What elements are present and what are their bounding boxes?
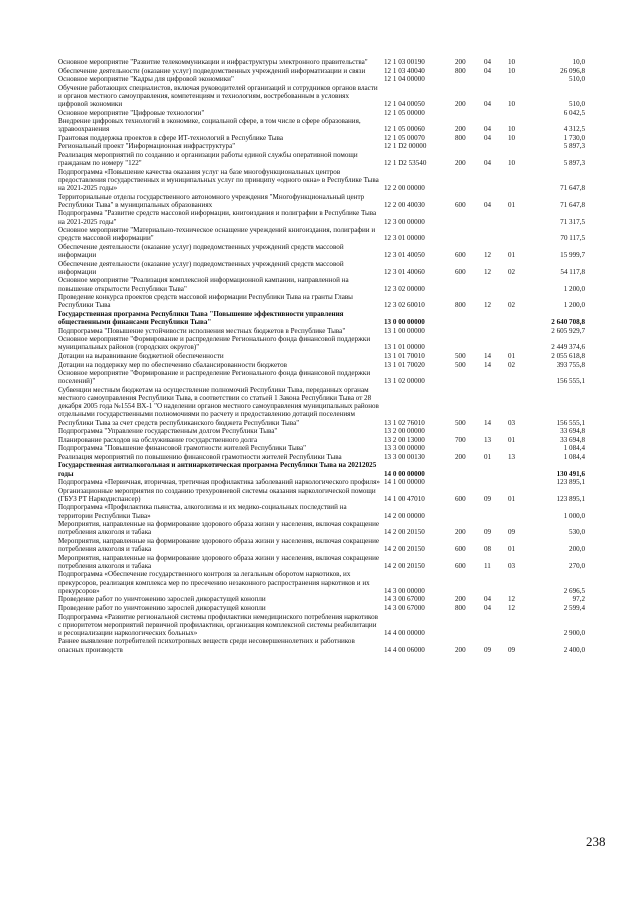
row-code: 13 1 02 00000: [384, 377, 425, 386]
row-amount: 97,2: [572, 595, 585, 604]
page-number: 238: [586, 834, 606, 849]
row-section: 01: [484, 452, 492, 461]
row-amount: 123 895,1: [556, 494, 585, 503]
row-section: 04: [484, 58, 492, 66]
row-expense-type: 700: [455, 435, 466, 444]
row-amount: 156 555,1: [556, 418, 585, 427]
row-name: Проведение работ по уничтожению зарослей дикорастущей конопли: [58, 595, 266, 604]
row-section: 04: [484, 159, 492, 168]
row-expense-type: 200: [455, 159, 466, 168]
row-name: Основное мероприятие "Кадры для цифровой экономики": [58, 75, 234, 84]
row-name: Грантовая поддержка проектов в сфере ИТ-технологий в Республике Тыва: [58, 133, 284, 142]
row-subsection: 12: [508, 595, 516, 604]
row-name: Подпрограмма "Повышение устойчивости исполнения местных бюджетов в Республике Тыва": [58, 326, 346, 335]
row-expense-type: 600: [455, 561, 466, 570]
row-name: Основное мероприятие "Материально-техническое оснащение учреждений книгоиздания, полиграфии и средств массовой информации": [58, 226, 376, 243]
row-section: 12: [484, 251, 492, 260]
row-code: 13 1 01 70020: [384, 360, 425, 369]
row-section: 09: [484, 528, 492, 537]
row-code: 14 2 00 20150: [384, 545, 425, 554]
row-amount: 2 605 929,7: [551, 326, 585, 335]
row-subsection: 10: [508, 159, 516, 168]
row-subsection: 12: [508, 603, 516, 612]
row-name: Дотации на поддержку мер по обеспечению сбалансированности бюджетов: [58, 360, 288, 369]
row-subsection: 09: [508, 645, 516, 654]
row-name: Основное мероприятие "Формирование и распределение Регионального фонда финансовой поддержки муниципальных районов (городских округов)": [58, 335, 371, 352]
row-amount: 1 200,0: [563, 284, 585, 293]
row-name: Подпрограмма "Управление государственным долгом Республики Тыва": [58, 427, 278, 436]
row-subsection: 02: [508, 301, 516, 310]
row-subsection: 10: [508, 58, 516, 66]
row-section: 12: [484, 267, 492, 276]
row-code: 12 1 04 00000: [384, 75, 425, 84]
row-name: Подпрограмма «Обеспечение государственного контроля за легальным оборотом наркотиков, их прекурсоров, реализация комплекса мер по пресечению незаконного распространения наркотиков и их прекурсоров»: [58, 570, 370, 595]
row-section: 09: [484, 494, 492, 503]
row-section: 04: [484, 66, 492, 75]
row-code: 12 3 02 60010: [384, 301, 425, 310]
row-amount: 10,0: [572, 58, 585, 66]
row-expense-type: 600: [455, 545, 466, 554]
row-code: 13 1 01 70010: [384, 352, 425, 360]
row-name: Государственная программа Республики Тыва "Повышение эффективности управления общественными финансами Республики Тыва": [58, 309, 344, 327]
row-code: 14 1 00 00000: [384, 478, 425, 487]
row-code: 13 2 00 13000: [384, 435, 425, 444]
row-name: Реализация мероприятий по созданию и организации работы единой службы оперативной помощи гражданам по номеру "122": [58, 151, 358, 168]
row-section: 13: [484, 435, 492, 444]
row-amount: 33 694,8: [560, 435, 585, 444]
row-code: 14 3 00 67000: [384, 595, 425, 604]
row-subsection: 13: [508, 452, 516, 461]
row-expense-type: 600: [455, 251, 466, 260]
row-code: 14 3 00 67000: [384, 603, 425, 612]
row-amount: 54 117,8: [560, 267, 585, 276]
row-expense-type: 500: [455, 418, 466, 427]
row-expense-type: 500: [455, 352, 466, 360]
row-amount: 71 647,8: [560, 200, 585, 209]
row-code: 12 3 01 00000: [384, 234, 425, 243]
row-code: 14 1 00 47010: [384, 494, 425, 503]
row-name: Подпрограмма «Развитие региональной системы профилактики немедицинского потребления наркотиков с приоритетом мероприятий первичной профилактики, организация комплексной системы реабилитации и ресоциализации наркологических больных»: [58, 612, 378, 637]
row-section: 04: [484, 200, 492, 209]
row-name: Мероприятия, направленные на формирование здорового образа жизни у населения, включая сокращение потребления алкоголя и табака: [58, 553, 380, 570]
row-amount: 270,0: [569, 561, 585, 570]
row-amount: 2 400,0: [563, 645, 585, 654]
row-amount: 510,0: [569, 75, 585, 84]
row-expense-type: 800: [455, 133, 466, 142]
row-amount: 2 640 708,8: [551, 318, 585, 327]
row-section: 14: [484, 352, 492, 360]
row-section: 04: [484, 603, 492, 612]
row-amount: 2 696,5: [563, 586, 585, 595]
row-code: 12 1 05 00070: [384, 133, 425, 142]
row-name: Подпрограмма "Развитие средств массовой информации, книгоиздания и полиграфии в Республике Тыва на 2021-2025 годы": [58, 209, 377, 226]
row-code: 12 1 05 00000: [384, 108, 425, 117]
row-name: Реализация мероприятий по повышению финансовой грамотности жителей Республики Тыва: [58, 452, 342, 461]
row-expense-type: 500: [455, 360, 466, 369]
row-code: 14 2 00 00000: [384, 511, 425, 520]
row-amount: 26 096,8: [560, 66, 585, 75]
row-code: 12 1 D2 53540: [384, 159, 427, 168]
row-name: Территориальные отделы государственного автономного учреждения "Многофункциональный центр Республики Тыва" в муниципальных образованиях: [58, 192, 365, 209]
row-code: 12 3 01 40050: [384, 251, 425, 260]
row-amount: 15 999,7: [560, 251, 585, 260]
row-code: 13 0 00 00000: [384, 318, 425, 327]
row-name: Подпрограмма "Повышение финансовой грамотности жителей Республики Тыва": [58, 444, 307, 453]
row-amount: 70 117,5: [560, 234, 585, 243]
row-expense-type: 800: [455, 66, 466, 75]
row-expense-type: 800: [455, 603, 466, 612]
row-subsection: 09: [508, 528, 516, 537]
row-amount: 200,0: [569, 545, 585, 554]
row-code: 14 4 00 06000: [384, 645, 425, 654]
row-subsection: 01: [508, 200, 516, 209]
row-name: Подпрограмма «Повышение качества оказания услуг на базе многофункциональных центров предоставления государственных и муниципальных услуг по принципу «одного окна» в Республике Тыва на 2021-2025 годы»: [58, 167, 379, 193]
row-code: 12 3 01 40060: [384, 267, 425, 276]
row-amount: 71 317,5: [560, 217, 585, 226]
row-amount: 1 730,0: [563, 133, 585, 142]
row-name: Субвенции местным бюджетам на осуществление полномочий Республики Тыва, переданных органам местного самоуправления Республики Тыва, в соответствии со статьей 1 Закона Республики Тыва от 28 декабря 2005 года №1554 ВХ-1 "О наделении органов местного самоуправления муниципальных районов отдельными государственными полномочиями по расчету и предоставлению дотаций поселениям Республики Тыва за счет средств республиканского бюджета Республики Тыва": [58, 385, 379, 427]
row-section: 14: [484, 360, 492, 369]
row-subsection: 10: [508, 125, 516, 134]
row-section: 04: [484, 133, 492, 142]
row-code: 12 2 00 40030: [384, 200, 425, 209]
row-amount: 33 694,8: [560, 427, 585, 436]
row-subsection: 10: [508, 133, 516, 142]
row-code: 12 3 02 00000: [384, 284, 425, 293]
row-name: Мероприятия, направленные на формирование здорового образа жизни у населения, включая сокращение потребления алкоголя и табака: [58, 520, 380, 537]
row-name: Проведение работ по уничтожению зарослей дикорастущей конопли: [58, 603, 266, 612]
row-name: Проведение конкурса проектов средств массовой информации Республики Тыва на гранты Главы Республики Тыва: [58, 293, 353, 310]
row-name: Основное мероприятие "Цифровые технологии": [58, 108, 205, 117]
row-code: 13 1 02 76010: [384, 418, 425, 427]
row-code: 13 1 01 00000: [384, 343, 425, 352]
row-expense-type: 600: [455, 200, 466, 209]
row-code: 12 2 00 00000: [384, 184, 425, 193]
row-amount: 2 449 374,6: [551, 343, 585, 352]
row-amount: 2 055 618,8: [551, 352, 585, 360]
row-expense-type: 200: [455, 452, 466, 461]
row-name: Основное мероприятие "Реализация комплексной информационной кампании, направленной на повышение открытости Республики Тыва": [58, 276, 349, 293]
row-amount: 1 084,4: [563, 444, 585, 453]
row-name: Обучение работающих специалистов, включая руководителей организаций и сотрудников органов власти и органов местного самоуправления, компетенциям и технологиям, востребованным в условиях цифровой экономики: [58, 83, 378, 109]
row-amount: 1 084,4: [563, 452, 585, 461]
row-code: 12 1 03 00190: [384, 58, 425, 66]
row-code: 13 1 00 00000: [384, 326, 425, 335]
row-expense-type: 800: [455, 301, 466, 310]
row-code: 14 2 00 20150: [384, 561, 425, 570]
row-code: 14 2 00 20150: [384, 528, 425, 537]
row-name: Подпрограмма «Первичная, вторичная, третичная профилактика заболеваний наркологического профиля»: [58, 478, 380, 487]
row-expense-type: 200: [455, 100, 466, 109]
row-amount: 2 900,0: [563, 628, 585, 637]
row-subsection: 01: [508, 352, 516, 360]
row-amount: 530,0: [569, 528, 585, 537]
row-name: Обеспечение деятельности (оказание услуг) подведомственных учреждений информатизации и связи: [58, 66, 366, 75]
row-section: 04: [484, 100, 492, 109]
row-name: Обеспечение деятельности (оказание услуг) подведомственных учреждений средств массовой информации: [58, 242, 344, 260]
row-code: 12 3 00 00000: [384, 217, 425, 226]
row-name: Мероприятия, направленные на формирование здорового образа жизни у населения, включая сокращение потребления алкоголя и табака: [58, 536, 380, 554]
row-amount: 156 555,1: [556, 377, 585, 386]
row-expense-type: 200: [455, 125, 466, 134]
row-amount: 1 000,0: [563, 511, 585, 520]
row-amount: 130 491,6: [556, 469, 585, 478]
row-code: 13 3 00 00000: [384, 444, 425, 453]
row-expense-type: 200: [455, 595, 466, 604]
row-section: 12: [484, 301, 492, 310]
row-name: Планирование расходов на обслуживание государственного долга: [58, 435, 258, 444]
row-amount: 4 312,5: [563, 125, 585, 134]
row-expense-type: 200: [455, 645, 466, 654]
row-subsection: 10: [508, 66, 516, 75]
row-section: 08: [484, 545, 492, 554]
row-code: 12 1 D2 00000: [384, 142, 427, 151]
row-subsection: 01: [508, 435, 516, 444]
row-section: 04: [484, 595, 492, 604]
row-name: Основное мероприятие "Развитие телекоммуникации и инфраструктуры электронного правительства": [58, 58, 368, 66]
row-expense-type: 600: [455, 494, 466, 503]
row-amount: 2 599,4: [563, 603, 585, 612]
row-code: 14 0 00 00000: [384, 469, 425, 478]
row-amount: 393 755,8: [556, 360, 585, 369]
row-code: 13 3 00 00130: [384, 452, 425, 461]
row-name: Дотации на выравнивание бюджетной обеспеченности: [58, 352, 224, 360]
row-subsection: 01: [508, 545, 516, 554]
row-expense-type: 200: [455, 528, 466, 537]
row-name: Региональный проект "Информационная инфраструктура": [58, 142, 236, 151]
row-code: 12 1 05 00060: [384, 125, 425, 134]
row-code: 12 1 04 00050: [384, 100, 425, 109]
row-code: 13 2 00 00000: [384, 427, 425, 436]
row-code: 12 1 03 40040: [384, 66, 425, 75]
row-name: Организационные мероприятия по созданию трехуровневой системы оказания наркологической помощи (ГБУЗ РТ Наркодиспансер): [58, 486, 376, 503]
row-section: 04: [484, 125, 492, 134]
row-section: 14: [484, 418, 492, 427]
row-amount: 5 897,3: [563, 159, 585, 168]
row-section: 11: [484, 561, 491, 570]
row-amount: 6 042,5: [563, 108, 585, 117]
row-name: Государственная антиалкогольная и антинаркотическая программа Республики Тыва на 20212025 годы: [58, 461, 377, 478]
row-name: Основное мероприятие "Формирование и распределение Регионального фонда финансовой поддержки поселений)": [58, 369, 371, 386]
row-name: Внедрение цифровых технологий в экономике, социальной сфере, в том числе в сфере образования, здравоохранения: [58, 117, 361, 134]
row-subsection: 03: [508, 418, 516, 427]
row-name: Раннее выявление потребителей психотропных веществ среди несовершеннолетних и работников опасных производств: [58, 637, 355, 654]
row-name: Подпрограмма «Профилактика пьянства, алкоголизма и их медико-социальных последствий на территории Республики Тыва»: [58, 503, 347, 520]
row-subsection: 01: [508, 494, 516, 503]
row-amount: 5 897,3: [563, 142, 585, 151]
row-amount: 510,0: [569, 100, 585, 109]
row-subsection: 02: [508, 267, 516, 276]
row-expense-type: 200: [455, 58, 466, 66]
row-expense-type: 600: [455, 267, 466, 276]
row-section: 09: [484, 645, 492, 654]
row-code: 14 3 00 00000: [384, 586, 425, 595]
row-subsection: 01: [508, 251, 516, 260]
row-amount: 1 200,0: [563, 301, 585, 310]
row-code: 14 4 00 00000: [384, 628, 425, 637]
row-name: Обеспечение деятельности (оказание услуг) подведомственных учреждений средств массовой информации: [58, 259, 344, 276]
row-subsection: 02: [508, 360, 516, 369]
row-amount: 123 895,1: [556, 478, 585, 487]
row-subsection: 03: [508, 561, 516, 570]
row-amount: 71 647,8: [560, 184, 585, 193]
row-subsection: 10: [508, 100, 516, 109]
